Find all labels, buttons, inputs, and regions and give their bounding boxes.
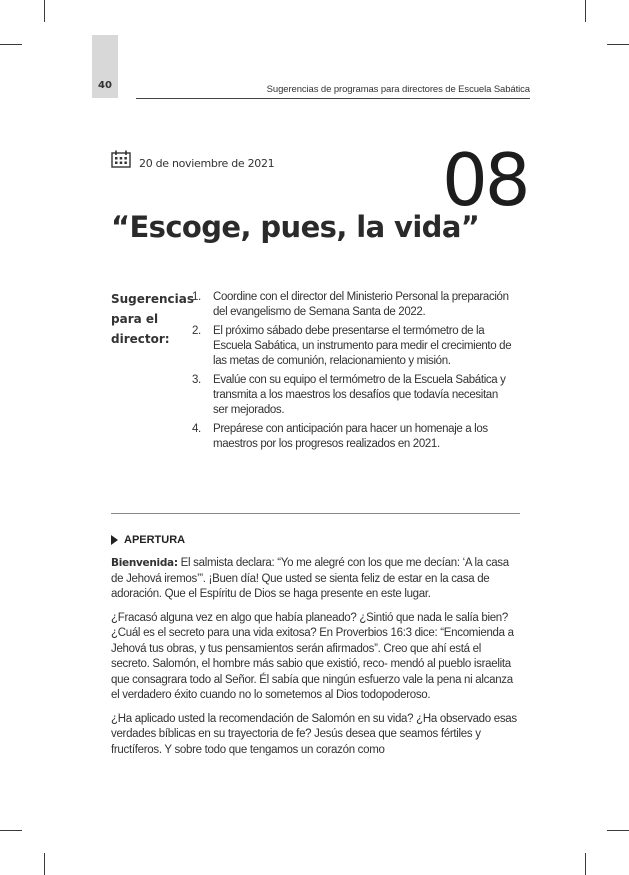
suggestions-label: Sugerencias para el director: [111, 292, 194, 346]
crop-mark [44, 853, 45, 875]
lesson-date: 20 de noviembre de 2021 [139, 157, 275, 170]
section-heading-label: APERTURA [124, 534, 186, 546]
suggestions-list [192, 290, 514, 456]
list-item: 1. Coordine con el director del Ministerio Personal la preparación del evangelismo de Semana Santa de 2022. [192, 291, 509, 318]
welcome-label: Bienvenida: [111, 557, 178, 569]
lesson-title: “Escoge, pues, la vida” [111, 210, 480, 244]
calendar-icon [111, 150, 131, 168]
welcome-paragraph [111, 556, 520, 603]
section-divider [111, 513, 520, 514]
body-text [111, 556, 520, 766]
paragraph: ¿Fracasó alguna vez en algo que había planeado? ¿Sintió que nada le salía bien? ¿Cuál es el secreto para una vida exitosa? En Proverbios 16:3 dice: “Encomienda a Jehová tus obras, y tus pensamientos serán afirmados”. Creo que ahí está el secreto. Salomón, el hombre más sabio que existió, reco- mendó al pueblo israelita que consagrara todo al Señor. Él sabía que ningún esfuerzo vale la pena ni alcanza el verdadero éxito cuando no lo sometemos al Dios todopoderoso. [111, 611, 514, 701]
crop-mark [585, 853, 586, 875]
list-item: 3. Evalúe con su equipo el termómetro de la Escuela Sabática y transmita a los maestros los desafíos que todavía necesitan ser mejorados. [192, 374, 506, 416]
crop-mark [607, 830, 629, 831]
section-heading [111, 534, 185, 546]
crop-mark [44, 0, 45, 22]
crop-mark [0, 830, 22, 831]
paragraph: ¿Ha aplicado usted la recomendación de Salomón en su vida? ¿Ha observado esas verdades bíblicas en su trayectoria de fe? Jesús desea que seamos fértiles y fructíferos. Y sobre todo que tengamos un corazón como [111, 712, 517, 756]
lesson-number: 08 [442, 138, 528, 222]
page-number: 40 [98, 80, 112, 91]
crop-mark [585, 0, 586, 22]
running-header: Sugerencias de programas para directores de Escuela Sabática [266, 84, 530, 95]
header-rule [136, 98, 530, 99]
welcome-text: El salmista declara: “Yo me alegré con los que me decían: ‘A la casa de Jehová iremos’”. ¡Buen día! Que usted se sienta feliz de estar en la casa de adoración. Que el Espíritu de Dios se haga presente en este lugar. [111, 557, 509, 600]
triangle-bullet-icon [111, 535, 118, 545]
crop-mark [0, 44, 22, 45]
list-item: 4. Prepárese con anticipación para hacer un homenaje a los maestros por los progresos realizados en 2021. [192, 423, 488, 450]
list-item: 2. El próximo sábado debe presentarse el termómetro de la Escuela Sabática, un instrumento para medir el crecimiento de las metas de comunión, relacionamiento y misión. [192, 325, 512, 367]
crop-mark [607, 44, 629, 45]
